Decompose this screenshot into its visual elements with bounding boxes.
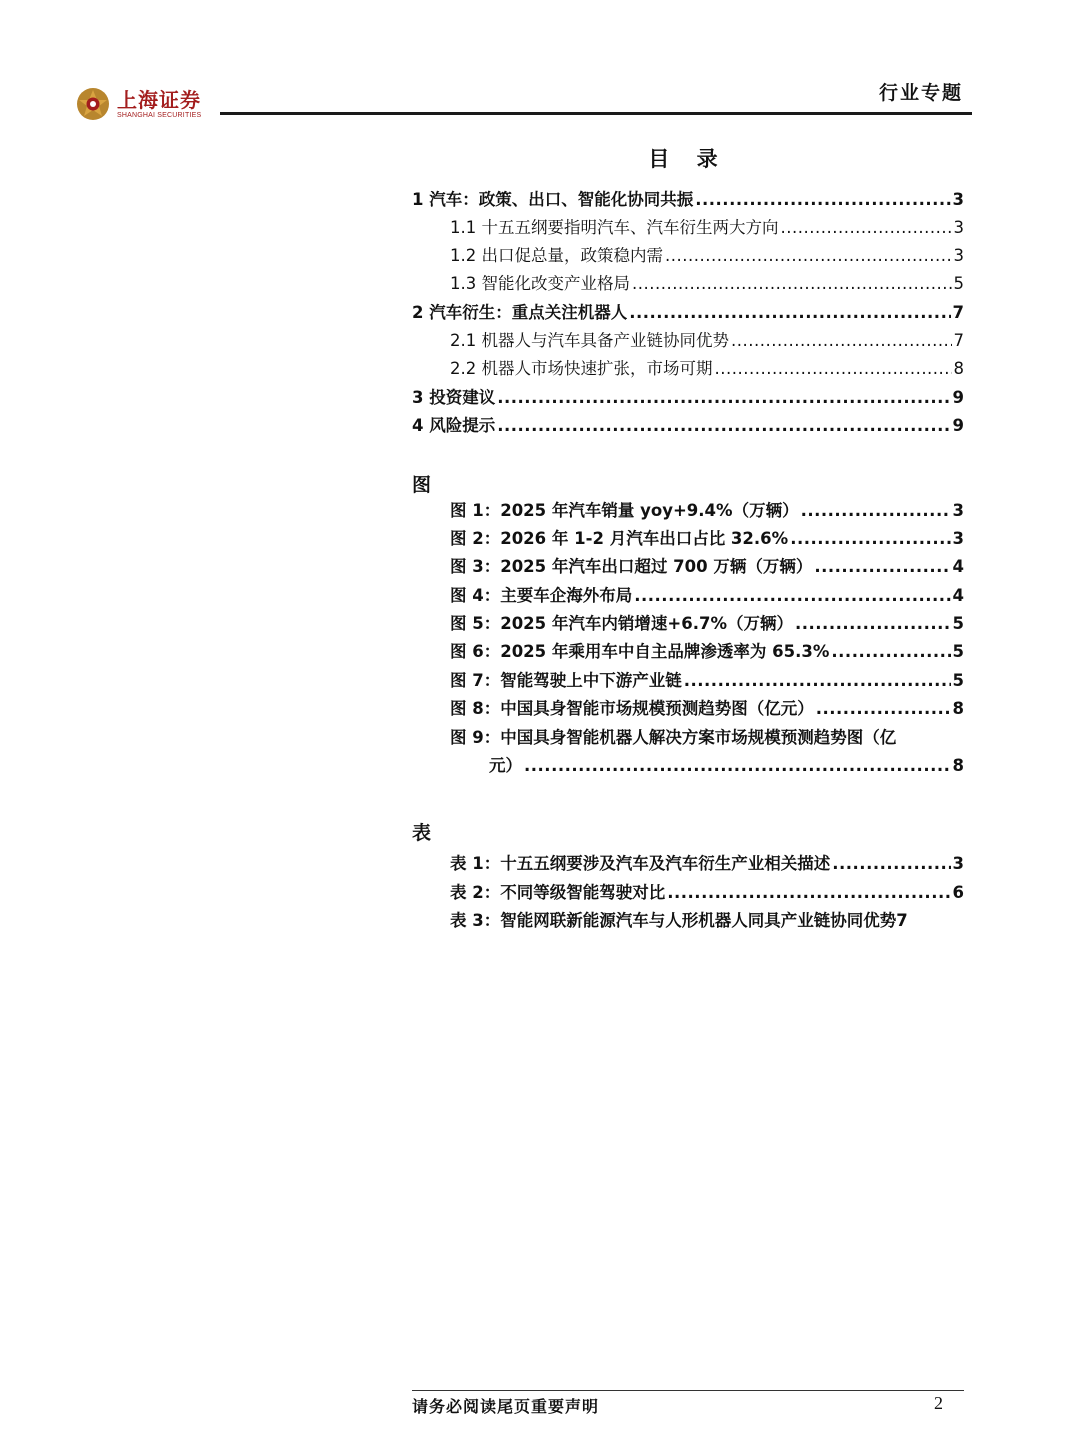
figure-entry-3[interactable] bbox=[450, 555, 964, 579]
toc-entry-page: 7 bbox=[953, 331, 964, 350]
figure-entry-5[interactable] bbox=[450, 612, 964, 636]
toc-entry-page: 3 bbox=[953, 246, 964, 265]
figure-entry-page: 4 bbox=[952, 557, 964, 576]
toc-entry-4[interactable] bbox=[412, 414, 964, 438]
dot-leader bbox=[524, 754, 951, 778]
figure-entry-page: 4 bbox=[952, 586, 964, 605]
dot-leader bbox=[715, 357, 952, 381]
toc-entry-page: 3 bbox=[952, 190, 964, 209]
toc-entry-1-2[interactable] bbox=[450, 244, 964, 268]
logo-emblem-icon bbox=[76, 87, 110, 121]
toc-entry-2[interactable] bbox=[412, 301, 964, 325]
dot-leader bbox=[814, 555, 950, 579]
dot-leader bbox=[497, 386, 950, 410]
toc-entry-3[interactable] bbox=[412, 386, 964, 410]
toc-entry-label: 1.3 智能化改变产业格局 bbox=[450, 274, 630, 293]
figure-entry-page: 5 bbox=[952, 642, 964, 661]
dot-leader bbox=[629, 301, 950, 325]
figure-entry-label: 图 9：中国具身智能机器人解决方案市场规模预测趋势图（亿 bbox=[450, 728, 897, 747]
dot-leader bbox=[665, 244, 952, 268]
figure-entry-label: 图 1：2025 年汽车销量 yoy+9.4%（万辆） bbox=[450, 501, 799, 520]
figure-entry-page: 3 bbox=[952, 501, 964, 520]
toc-entry-1-1[interactable] bbox=[450, 216, 964, 240]
figure-entry-8[interactable] bbox=[450, 697, 964, 721]
figure-entry-7[interactable] bbox=[450, 669, 964, 693]
dot-leader bbox=[816, 697, 951, 721]
figure-entry-label: 图 4：主要车企海外布局 bbox=[450, 586, 633, 605]
figure-entry-page: 8 bbox=[952, 756, 964, 775]
dot-leader bbox=[801, 499, 951, 523]
figure-entry-label: 图 3：2025 年汽车出口超过 700 万辆（万辆） bbox=[450, 557, 813, 576]
figure-entry-page: 5 bbox=[952, 614, 964, 633]
figure-entry-label: 图 6：2025 年乘用车中自主品牌渗透率为 65.3% bbox=[450, 642, 830, 661]
logo-en-text: SHANGHAI SECURITIES bbox=[117, 111, 202, 119]
disclaimer-note: 请务必阅读尾页重要声明 bbox=[412, 1397, 600, 1416]
table-entry-3[interactable] bbox=[450, 909, 980, 933]
toc-entry-page: 9 bbox=[952, 416, 964, 435]
figure-entry-label: 图 5：2025 年汽车内销增速+6.7%（万辆） bbox=[450, 614, 793, 633]
toc-entry-2-1[interactable] bbox=[450, 329, 964, 353]
dot-leader bbox=[731, 329, 952, 353]
header-divider bbox=[220, 112, 972, 115]
company-logo bbox=[76, 84, 236, 124]
dot-leader bbox=[632, 272, 952, 296]
table-entry-page: 6 bbox=[952, 883, 964, 902]
figure-entry-9-line1[interactable] bbox=[450, 726, 964, 750]
toc-entry-page: 7 bbox=[952, 303, 964, 322]
toc-entry-label: 3 投资建议 bbox=[412, 388, 496, 407]
toc-entry-page: 9 bbox=[952, 388, 964, 407]
dot-leader bbox=[634, 584, 950, 608]
toc-entry-1-3[interactable] bbox=[450, 272, 964, 296]
toc-entry-label: 2.1 机器人与汽车具备产业链协同优势 bbox=[450, 331, 729, 350]
toc-entry-label: 1.1 十五五纲要指明汽车、汽车衍生两大方向 bbox=[450, 218, 779, 237]
dot-leader bbox=[831, 640, 950, 664]
figure-entry-page: 8 bbox=[952, 699, 964, 718]
toc-entry-1[interactable] bbox=[412, 188, 964, 212]
figure-entry-9-line2[interactable] bbox=[489, 754, 964, 778]
figures-heading: 图 bbox=[412, 474, 432, 496]
figure-entry-page: 3 bbox=[952, 529, 964, 548]
figure-entry-label-continued: 元） bbox=[489, 756, 522, 775]
tables-heading: 表 bbox=[412, 822, 432, 844]
figure-entry-4[interactable] bbox=[450, 584, 964, 608]
figure-entry-label: 图 8：中国具身智能市场规模预测趋势图（亿元） bbox=[450, 699, 814, 718]
table-entry-page: 3 bbox=[952, 854, 964, 873]
dot-leader bbox=[695, 188, 950, 212]
figure-entry-6[interactable] bbox=[450, 640, 964, 664]
dot-leader bbox=[832, 852, 950, 876]
page-number: 2 bbox=[934, 1393, 943, 1413]
logo-cn-text: 上海证券 bbox=[117, 87, 201, 112]
figure-entry-label: 图 2：2026 年 1-2 月汽车出口占比 32.6% bbox=[450, 529, 789, 548]
dot-leader bbox=[667, 881, 950, 905]
dot-leader bbox=[781, 216, 952, 240]
toc-entry-page: 3 bbox=[953, 218, 964, 237]
toc-entry-label: 2 汽车衍生：重点关注机器人 bbox=[412, 303, 628, 322]
table-entry-2[interactable] bbox=[450, 881, 964, 905]
dot-leader bbox=[684, 669, 951, 693]
dot-leader bbox=[497, 414, 950, 438]
figure-entry-1[interactable] bbox=[450, 499, 964, 523]
table-entry-1[interactable] bbox=[450, 852, 964, 876]
figure-entry-2[interactable] bbox=[450, 527, 964, 551]
dot-leader bbox=[790, 527, 950, 551]
toc-entry-label: 2.2 机器人市场快速扩张，市场可期 bbox=[450, 359, 713, 378]
toc-entry-label: 4 风险提示 bbox=[412, 416, 496, 435]
dot-leader bbox=[795, 612, 951, 636]
table-entry-label: 表 1：十五五纲要涉及汽车及汽车衍生产业相关描述 bbox=[450, 854, 831, 873]
document-type-label: 行业专题 bbox=[878, 82, 963, 104]
toc-entry-label: 1 汽车：政策、出口、智能化协同共振 bbox=[412, 190, 694, 209]
figure-entry-label: 图 7：智能驾驶上中下游产业链 bbox=[450, 671, 682, 690]
toc-entry-page: 8 bbox=[953, 359, 964, 378]
toc-title: 目 录 bbox=[648, 147, 728, 171]
footer-divider bbox=[412, 1390, 964, 1391]
toc-entry-page: 5 bbox=[953, 274, 964, 293]
toc-entry-label: 1.2 出口促总量，政策稳内需 bbox=[450, 246, 663, 265]
table-entry-label: 表 3：智能网联新能源汽车与人形机器人同具产业链协同优势7 bbox=[450, 911, 908, 930]
figure-entry-page: 5 bbox=[952, 671, 964, 690]
toc-entry-2-2[interactable] bbox=[450, 357, 964, 381]
table-entry-label: 表 2：不同等级智能驾驶对比 bbox=[450, 883, 666, 902]
